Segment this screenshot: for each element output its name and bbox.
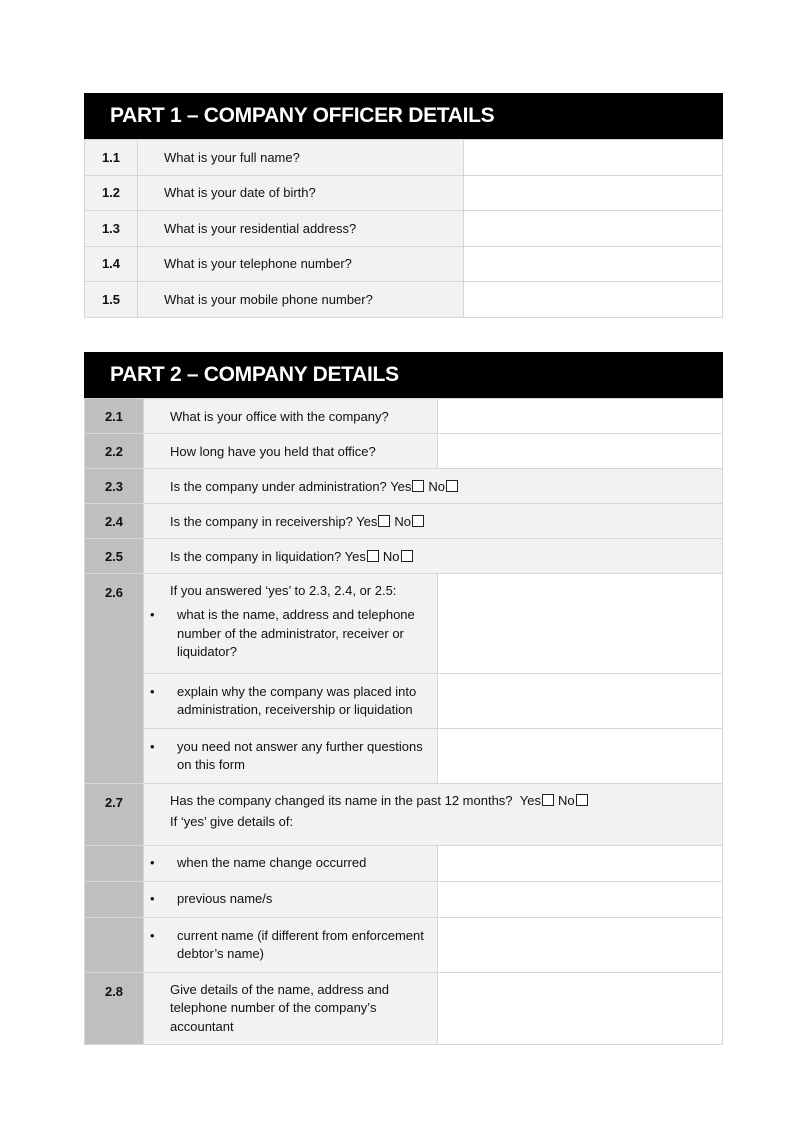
residential-address-answer-field[interactable] xyxy=(464,211,723,247)
table-row xyxy=(85,282,723,318)
row-number: 2.8 xyxy=(85,973,144,1045)
previous-names-answer-field[interactable] xyxy=(438,882,723,918)
telephone-answer-field[interactable] xyxy=(464,246,723,282)
table-row xyxy=(85,729,723,784)
question-label: What is your date of birth? xyxy=(138,175,464,211)
row-number: 2.3 xyxy=(85,469,144,504)
table-row xyxy=(85,140,723,176)
table-row xyxy=(85,574,723,674)
bullet-text: current name (if different from enforcement debtor’s name) xyxy=(177,927,424,961)
question-label xyxy=(144,882,438,918)
question-label xyxy=(144,539,723,574)
list-item xyxy=(144,890,427,909)
question-label: What is your telephone number? xyxy=(138,246,464,282)
office-answer-field[interactable] xyxy=(438,399,723,434)
bullet-icon: • xyxy=(150,855,155,871)
question-label: Give details of the name, address and telephone number of the company’s accountant xyxy=(144,973,438,1045)
row-number: 2.7 xyxy=(85,784,144,846)
bullet-text: explain why the company was placed into administration, receivership or liquidation xyxy=(177,683,417,717)
row-number: 2.2 xyxy=(85,434,144,469)
table-row xyxy=(85,539,723,574)
bullet-icon: • xyxy=(150,738,155,754)
liquidation-yes-checkbox[interactable] xyxy=(367,550,379,562)
list-item xyxy=(144,854,427,873)
table-row xyxy=(85,469,723,504)
placement-reason-answer-field[interactable] xyxy=(438,674,723,729)
part1-section xyxy=(84,93,723,318)
office-duration-answer-field[interactable] xyxy=(438,434,723,469)
name-change-date-answer-field[interactable] xyxy=(438,846,723,882)
row-number: 2.4 xyxy=(85,504,144,539)
administration-question: Is the company under administration? xyxy=(170,478,387,494)
question-label xyxy=(144,674,438,729)
table-row xyxy=(85,246,723,282)
list-item xyxy=(144,606,427,662)
sub-text: If ‘yes’ give details of: xyxy=(170,814,294,829)
table-row xyxy=(85,504,723,539)
no-label: No xyxy=(428,478,446,494)
receivership-question: Is the company in receivership? xyxy=(170,513,353,529)
liquidation-no-checkbox[interactable] xyxy=(401,550,413,562)
liquidation-question: Is the company in liquidation? xyxy=(170,548,342,564)
bullet-text: what is the name, address and telephone number of the administrator, receiver or liquidator? xyxy=(177,607,415,659)
no-label: No xyxy=(558,793,575,808)
name-change-yes-checkbox[interactable] xyxy=(542,794,554,806)
table-row xyxy=(85,784,723,846)
row-number: 1.3 xyxy=(85,211,138,247)
intro-text: If you answered ‘yes’ to 2.3, 2.4, or 2.5: xyxy=(170,583,397,598)
question-label: What is your residential address? xyxy=(138,211,464,247)
list-item xyxy=(144,927,427,964)
current-name-answer-field[interactable] xyxy=(438,918,723,973)
administration-yes-checkbox[interactable] xyxy=(412,480,424,492)
part2-header: PART 2 – COMPANY DETAILS xyxy=(84,352,723,398)
table-row xyxy=(85,674,723,729)
name-change-no-checkbox[interactable] xyxy=(576,794,588,806)
row-number: 2.5 xyxy=(85,539,144,574)
accountant-details-answer-field[interactable] xyxy=(438,973,723,1045)
question-label xyxy=(144,918,438,973)
yes-label: Yes xyxy=(344,548,366,564)
bullet-icon: • xyxy=(150,891,155,907)
bullet-icon: • xyxy=(150,927,155,943)
row-number-empty xyxy=(85,846,144,882)
part1-table xyxy=(84,139,723,318)
name-change-question: Has the company changed its name in the past 12 months? xyxy=(170,793,513,808)
part2-section xyxy=(84,352,723,1045)
question-label xyxy=(144,469,723,504)
question-label xyxy=(144,504,723,539)
part2-table xyxy=(84,398,723,1045)
bullet-text: previous name/s xyxy=(177,891,273,907)
table-row xyxy=(85,434,723,469)
table-row xyxy=(85,846,723,882)
yes-label: Yes xyxy=(519,793,541,808)
question-label: What is your full name? xyxy=(138,140,464,176)
row-number: 1.1 xyxy=(85,140,138,176)
question-label xyxy=(144,846,438,882)
question-label: How long have you held that office? xyxy=(144,434,438,469)
administration-no-checkbox[interactable] xyxy=(446,480,458,492)
part1-header: PART 1 – COMPANY OFFICER DETAILS xyxy=(84,93,723,139)
no-further-questions-field xyxy=(438,729,723,784)
table-row xyxy=(85,175,723,211)
question-label: What is your office with the company? xyxy=(144,399,438,434)
table-row xyxy=(85,211,723,247)
question-label: What is your mobile phone number? xyxy=(138,282,464,318)
mobile-phone-answer-field[interactable] xyxy=(464,282,723,318)
row-number: 2.6 xyxy=(85,574,144,784)
bullet-icon: • xyxy=(150,607,155,622)
no-label: No xyxy=(382,548,400,564)
row-number: 1.2 xyxy=(85,175,138,211)
row-number: 1.4 xyxy=(85,246,138,282)
yes-label: Yes xyxy=(390,478,412,494)
table-row xyxy=(85,399,723,434)
table-row xyxy=(85,973,723,1045)
bullet-text: you need not answer any further questions on this form xyxy=(177,738,423,772)
row-number-empty xyxy=(85,882,144,918)
date-of-birth-answer-field[interactable] xyxy=(464,175,723,211)
question-label xyxy=(144,574,438,674)
receivership-no-checkbox[interactable] xyxy=(412,515,424,527)
row-number: 1.5 xyxy=(85,282,138,318)
list-item xyxy=(144,683,427,720)
no-label: No xyxy=(394,513,412,529)
question-label xyxy=(144,729,438,784)
question-label xyxy=(144,784,723,846)
row-number-empty xyxy=(85,918,144,973)
receivership-yes-checkbox[interactable] xyxy=(378,515,390,527)
list-item xyxy=(144,738,427,775)
table-row xyxy=(85,882,723,918)
row-number: 2.1 xyxy=(85,399,144,434)
table-row xyxy=(85,918,723,973)
bullet-icon: • xyxy=(150,683,155,699)
full-name-answer-field[interactable] xyxy=(464,140,723,176)
yes-label: Yes xyxy=(356,513,378,529)
administrator-details-answer-field[interactable] xyxy=(438,574,723,674)
bullet-text: when the name change occurred xyxy=(177,855,367,871)
